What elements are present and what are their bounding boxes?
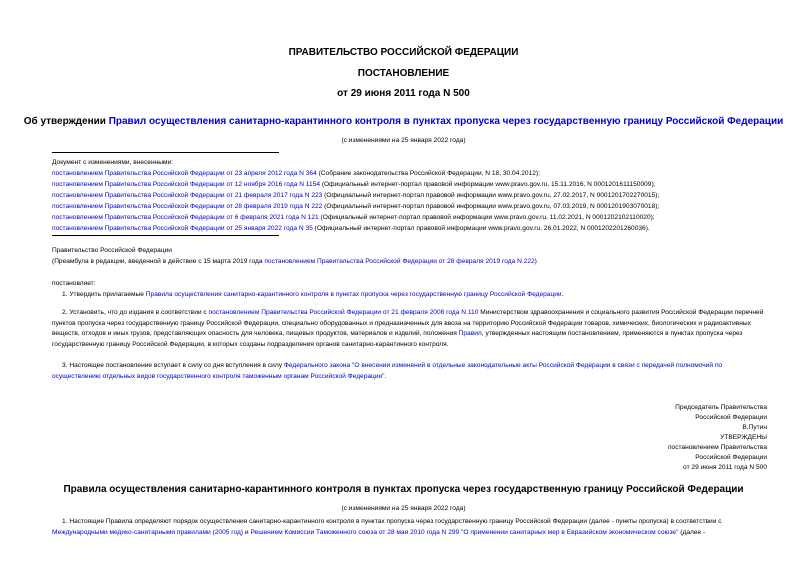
government-heading: ПРАВИТЕЛЬСТВО РОССИЙСКОЙ ФЕДЕРАЦИИ bbox=[288, 47, 519, 58]
approval-line: Российской Федерации bbox=[695, 454, 767, 461]
amendment-source: (Официальный интернет-портал правовой информации www.pravo.gov.ru, 15.11.2016, N 0001201611150009); bbox=[320, 181, 656, 188]
rules-p1-ihr-link[interactable]: Международными медико-санитарными правилами (2005 год) bbox=[52, 528, 244, 536]
p3-law-link[interactable]: Федерального закона bbox=[283, 362, 351, 369]
signature-line: Председатель Правительства bbox=[675, 404, 767, 411]
rules-title: Правила осуществления санитарно-карантинного контроля в пунктах пропуска через государственную границу Российской Федерации bbox=[63, 484, 744, 495]
rules-p1-prefix: 1. Настоящие Правила определяют порядок осуществления санитарно-карантинного контроля в пунктах пропуска через государственную границу Российской Федерации (далее - пункты пропуска) в соответствии с bbox=[62, 518, 722, 525]
preamble-note-prefix: (Преамбула в редакции, введенной в действие с 15 марта 2019 года bbox=[52, 258, 265, 265]
rules-p1-mid: и bbox=[243, 528, 251, 536]
signature-line: Российской Федерации bbox=[695, 414, 767, 421]
amendment-source: (Официальный интернет-портал правовой информации www.pravo.gov.ru, 11.02.2021, N 0001202102110020); bbox=[318, 214, 655, 221]
p1-prefix: 1. Утвердить прилагаемые bbox=[62, 291, 146, 298]
amendment-item bbox=[52, 201, 772, 212]
resolves-text: постановляет: bbox=[52, 280, 96, 287]
amendment-link[interactable]: постановлением Правительства Российской Федерации от 28 февраля 2019 года N 222 bbox=[52, 203, 323, 210]
p2-suffix: , утвержденных настоящим постановлением, применяются в пунктах пропуска через государственную границу Российской Федерации, в которых созданы подразделения органов санитарно-карантинного контроля. bbox=[52, 330, 743, 348]
preamble-note-suffix: ) bbox=[534, 258, 537, 265]
paragraph-2 bbox=[52, 308, 772, 350]
approval-line: постановлением Правительства bbox=[667, 444, 767, 451]
p2-prefix: 2. Установить, что до издания в соответствии с bbox=[62, 309, 209, 316]
amendment-link[interactable]: постановлением Правительства Российской Федерации от 12 ноября 2016 года N 1154 bbox=[52, 181, 320, 188]
amendment-item bbox=[52, 179, 772, 190]
amendments-intro: Документ с изменениями, внесенными: bbox=[52, 159, 174, 166]
rules-revision-note: (с изменениями на 25 января 2022 года) bbox=[341, 505, 466, 512]
signature-name: В.Путин bbox=[742, 424, 767, 431]
p3-prefix: 3. Настоящее постановление вступает в силу со дня вступления в силу bbox=[62, 362, 284, 369]
signature-block bbox=[668, 403, 767, 473]
amendment-source: (Официальный интернет-портал правовой информации www.pravo.gov.ru, 27.02.2017, N 0001201702270015); bbox=[322, 192, 660, 199]
amendments-bottom-divider bbox=[52, 235, 279, 236]
rules-p1-decision-link[interactable]: Решением Комиссии Таможенного союза от 28 мая 2010 года N 299 "О применении санитарных мер в Евразийском экономическом союзе" bbox=[250, 528, 679, 536]
amendment-item bbox=[52, 168, 772, 179]
preamble-note-link[interactable]: постановлением Правительства Российской Федерации от 28 февраля 2019 года N 222 bbox=[264, 258, 535, 265]
amendment-source: (Собрание законодательства Российской Федерации, N 18, 30.04.2012); bbox=[316, 170, 540, 177]
paragraph-1 bbox=[52, 290, 772, 301]
document-date-number: от 29 июня 2011 года N 500 bbox=[337, 88, 470, 99]
amendments-list bbox=[52, 157, 772, 234]
amendment-source: (Официальный интернет-портал правовой информации www.pravo.gov.ru, 26.01.2022, N 0001202201260036). bbox=[312, 225, 650, 232]
paragraph-3 bbox=[52, 361, 772, 382]
p1-rules-link[interactable]: Правила осуществления санитарно-карантинного контроля в пунктах пропуска через государственную границу Российской Федерации bbox=[145, 291, 562, 298]
document-type: ПОСТАНОВЛЕНИЕ bbox=[357, 68, 450, 79]
p2-body: Министерством здравоохранения и социального развития Российской Федерации перечней пунктов пропуска через государственную границу Российской Федерации, специально оборудованных и предназначенных для ввоза на территорию Российской Федерации товаров, химических, биологических и радиоактивных веществ, отходов и иных грузов, представляющих опасность для человека, пищевых продуктов, материалов и изделий, положения bbox=[52, 309, 764, 337]
amendment-item bbox=[52, 212, 772, 223]
amendment-link[interactable]: постановлением Правительства Российской Федерации от 21 февраля 2017 года N 223 bbox=[52, 192, 323, 199]
p3-suffix: . bbox=[384, 372, 387, 380]
document-title bbox=[0, 116, 807, 127]
preamble-note bbox=[52, 257, 772, 268]
p3-law-title-link[interactable]: "О внесении изменений в отдельные законодательные акты Российской Федерации в связи с передачей полномочий по осуществлению отдельных видов государственного контроля таможенным органам Российской Федерации" bbox=[52, 362, 723, 380]
amendment-item bbox=[52, 223, 772, 234]
preamble-issuer: Правительство Российской Федерации bbox=[52, 247, 172, 254]
amendments-top-divider bbox=[52, 152, 279, 153]
amendment-source: (Официальный интернет-портал правовой информации www.pravo.gov.ru, 07.03.2019, N 0001201903070018); bbox=[322, 203, 660, 210]
amendment-link[interactable]: постановлением Правительства Российской Федерации от 6 февраля 2021 года N 121 bbox=[52, 214, 319, 221]
amendment-link[interactable]: постановлением Правительства Российской Федерации от 25 января 2022 года N 35 bbox=[52, 225, 313, 232]
rules-p1-suffix: (далее - bbox=[678, 528, 706, 536]
approval-line: УТВЕРЖДЕНЫ bbox=[720, 434, 767, 441]
amendment-link[interactable]: постановлением Правительства Российской Федерации от 23 апреля 2012 года N 364 bbox=[52, 170, 317, 177]
p1-suffix: . bbox=[561, 291, 564, 298]
amendment-item bbox=[52, 190, 772, 201]
title-prefix: Об утверждении bbox=[23, 116, 109, 127]
revision-note: (с изменениями на 25 января 2022 года) bbox=[341, 137, 466, 144]
title-link[interactable]: Правил осуществления санитарно-карантинного контроля в пунктах пропуска через государственную границу Российской Федерации bbox=[108, 116, 784, 127]
approval-line: от 29 июня 2011 года N 500 bbox=[683, 464, 767, 471]
p2-rules-link[interactable]: Правил bbox=[458, 330, 482, 337]
p2-decree-link[interactable]: постановлением Правительства Российской Федерации от 21 февраля 2008 года N 110 bbox=[208, 309, 479, 316]
rules-paragraph-1 bbox=[52, 517, 772, 538]
